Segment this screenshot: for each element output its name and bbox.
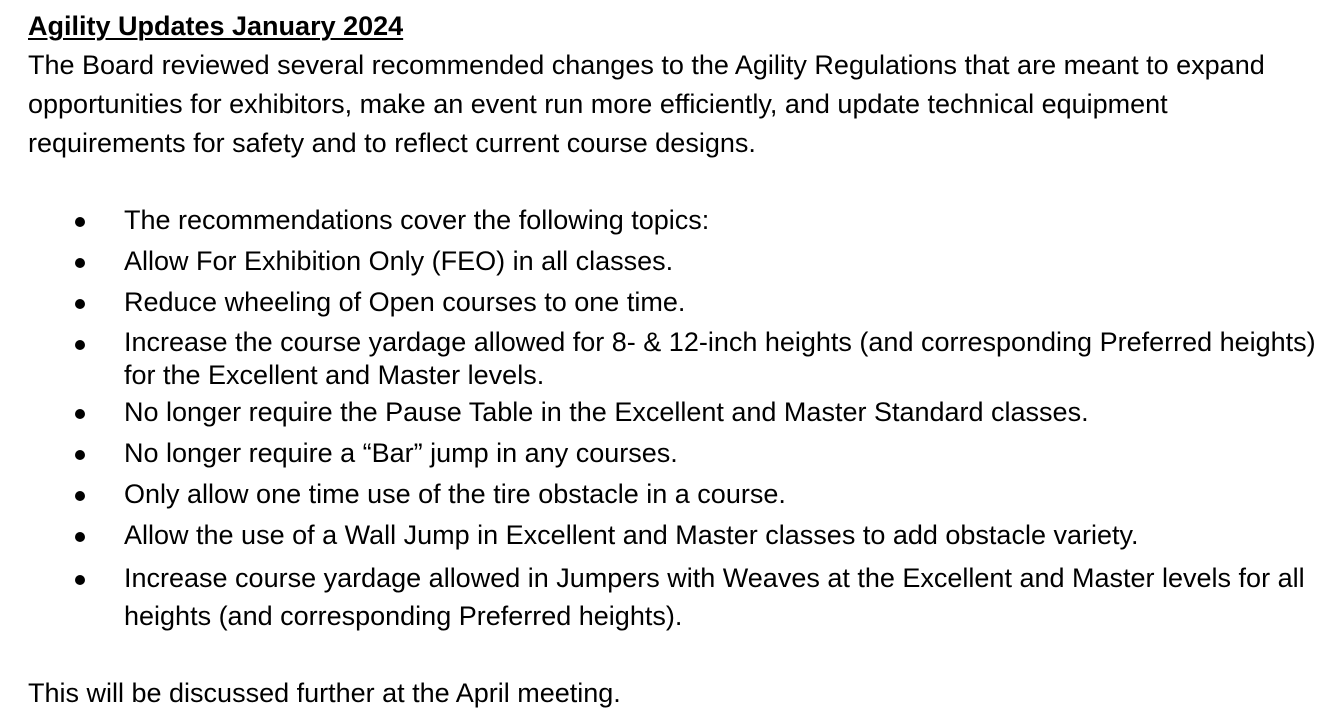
bullet-icon bbox=[75, 340, 85, 350]
intro-paragraph: The Board reviewed several recommended changes to the Agility Regulations that are meant to expand opportunities for exhibitors, make an event run more efficiently, and update technical equipment requirements for safety and to reflect current course designs. bbox=[28, 50, 1265, 158]
closing-paragraph: This will be discussed further at the April meeting. bbox=[28, 678, 621, 708]
list-item bbox=[28, 285, 1328, 326]
list-item-text: No longer require a “Bar” jump in any courses. bbox=[124, 438, 678, 468]
document-title: Agility Updates January 2024 bbox=[28, 11, 404, 41]
list-item-text: Allow For Exhibition Only (FEO) in all classes. bbox=[124, 246, 674, 276]
bullet-icon bbox=[75, 217, 85, 227]
list-item-text: Increase course yardage allowed in Jumpers with Weaves at the Excellent and Master levels for all heights (and corresponding Preferred heights). bbox=[124, 563, 1305, 631]
list-item bbox=[28, 203, 1328, 244]
bullet-icon bbox=[75, 491, 85, 501]
bullet-icon bbox=[75, 409, 85, 419]
list-item bbox=[28, 326, 1328, 395]
bullet-icon bbox=[75, 532, 85, 542]
list-item-text: Increase the course yardage allowed for 8- & 12-inch heights (and corresponding Preferred heights) for the Excellent and Master levels. bbox=[124, 327, 1316, 390]
bullet-list bbox=[28, 203, 1328, 637]
list-item bbox=[28, 395, 1328, 436]
list-item-text: Allow the use of a Wall Jump in Excellent and Master classes to add obstacle variety. bbox=[124, 520, 1139, 550]
list-item-text: The recommendations cover the following topics: bbox=[124, 205, 710, 235]
list-item-text: Reduce wheeling of Open courses to one time. bbox=[124, 287, 686, 317]
bullet-icon bbox=[75, 299, 85, 309]
list-item bbox=[28, 436, 1328, 477]
document bbox=[28, 8, 1328, 637]
bullet-icon bbox=[75, 258, 85, 268]
list-item-text: Only allow one time use of the tire obstacle in a course. bbox=[124, 479, 786, 509]
list-item-text: No longer require the Pause Table in the Excellent and Master Standard classes. bbox=[124, 397, 1089, 427]
list-item bbox=[28, 559, 1328, 637]
bullet-icon bbox=[75, 450, 85, 460]
bullet-icon bbox=[75, 575, 85, 585]
list-item bbox=[28, 477, 1328, 518]
list-item bbox=[28, 518, 1328, 559]
list-item bbox=[28, 244, 1328, 285]
